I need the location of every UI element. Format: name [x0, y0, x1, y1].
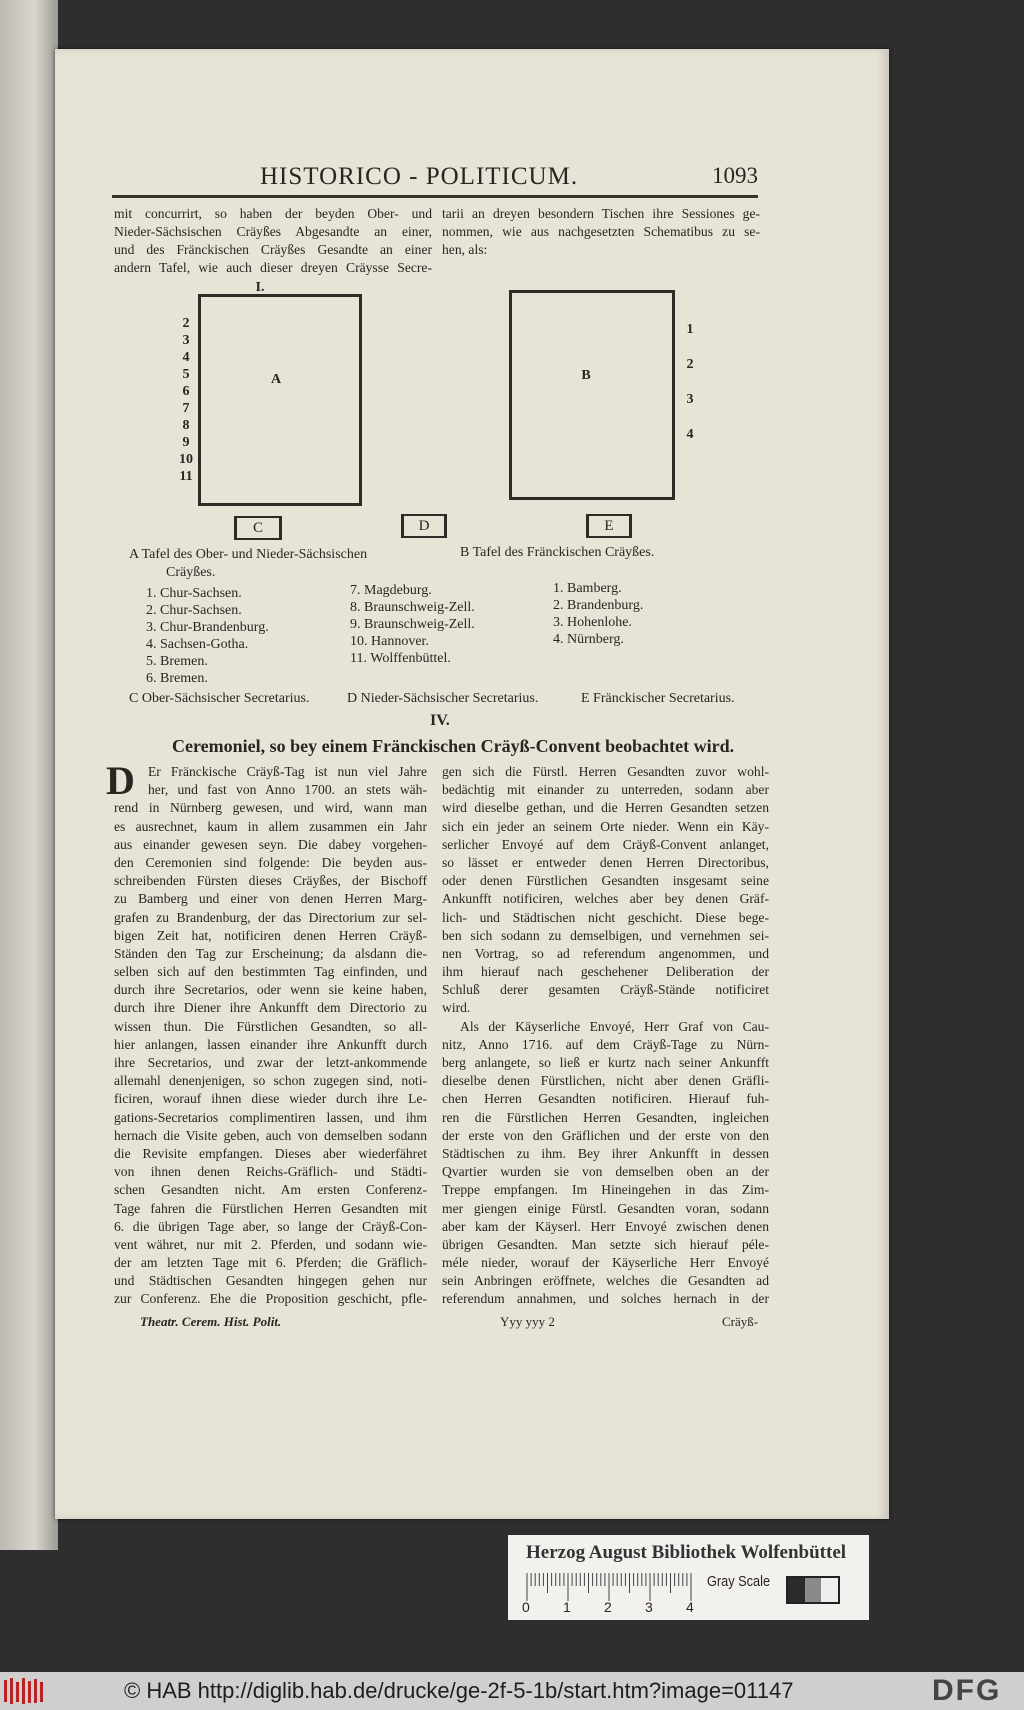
text-line: Er Fränckische Cräyß-Tag ist nun viel Jahre: [148, 764, 427, 779]
seat-number: 1: [686, 322, 694, 337]
table-b-label: B: [581, 368, 591, 383]
text-line: grafen zu Brandenburg, der das Directorium zur sel-: [114, 909, 427, 925]
text-line: übrigen Gesandten. Man setzte sich hierauf péle-: [442, 1236, 769, 1252]
legend-a-title-cont: Cräyßes.: [166, 565, 216, 580]
text-line: und des Fränckischen Cräyßes Gesandte an einer: [114, 242, 432, 257]
text-line: serlicher Envoyé auf dem Cräyß-Convent anlanget,: [442, 836, 769, 852]
footer-signature: Yyy yyy 2: [500, 1314, 555, 1329]
text-line: Als der Käyserliche Envoyé, Herr Graf von Cau-: [460, 1018, 769, 1034]
text-line: bigen Zeit hat, notificiren denen Herren Cräyß-: [114, 927, 427, 943]
legend-item: 3. Hohenlohe.: [553, 615, 632, 630]
ruler-number: 2: [604, 1599, 612, 1615]
table-a-label: A: [270, 372, 282, 387]
text-line: Qvartier wurden sie von demselben oben an der: [442, 1164, 769, 1180]
source-link[interactable]: © HAB http://diglib.hab.de/drucke/ge-2f-5-1b/start.htm?image=01147: [124, 1678, 794, 1703]
seat-number: 2: [182, 316, 190, 331]
ruler-numbers: [522, 1599, 702, 1615]
text-line: zu Bamberg und einer von denen Herren Marg-: [114, 891, 427, 907]
seat-number: 8: [182, 418, 190, 433]
text-line: rend in Nürnberg gewesen, und wird, wann man: [114, 800, 427, 816]
text-line: gations-Secretarios complimentiren lassen, und ihm: [114, 1109, 427, 1125]
text-line: referendum annahmen, und solches hernach in der: [442, 1291, 769, 1307]
text-line: wissen thun. Die Fürstlichen Gesandten, so all-: [114, 1018, 427, 1034]
text-line: allemahl denenjenigen, so schon zugegen sind, noti-: [114, 1073, 427, 1089]
intro-left-column: [114, 205, 432, 277]
legend-item: 1. Chur-Sachsen.: [146, 586, 242, 601]
legend-a-title: A Tafel des Ober- und Nieder-Sächsischen: [129, 547, 368, 562]
text-line: aus einander gewesen seyn. Die dabey vorgehen-: [114, 836, 427, 852]
dfg-logo: DFG: [932, 1674, 1002, 1707]
text-line: ihm hierauf nach geschehener Deliberation der: [442, 964, 769, 980]
text-line: ben sich sodann zu demselbigen, und vernehmen sei-: [442, 927, 769, 943]
text-line: berg anlangete, so ließ er kurtz nach seiner Ankunfft: [442, 1055, 769, 1070]
legend-e: E Fränckischer Secretarius.: [581, 691, 735, 706]
text-line: ihre Secretarios, und zwar der letzt-ankommende: [114, 1055, 427, 1070]
text-line: wird.: [442, 1000, 471, 1016]
text-line: méle nieder, worauf der Käyserliche Herr Envoyé: [442, 1255, 769, 1271]
text-line: mit concurrirt, so haben der beyden Ober- und: [114, 206, 432, 221]
section-title: Ceremoniel, so bey einem Fränckischen Cräyß-Convent beobachtet wird.: [172, 736, 735, 756]
legend-a-list-2: [350, 582, 475, 667]
text-line: her, und fast von Anno 1700. an stets wäh-: [148, 782, 427, 798]
table-a: [198, 294, 362, 506]
legend-b-list: [553, 580, 643, 648]
text-line: Städtischen zu ihm. Bey ihrer Ankunfft in dessen: [442, 1145, 769, 1161]
table-b: [509, 290, 675, 500]
footer-catchword: Cräyß-: [722, 1314, 759, 1329]
text-line: dieselbe denen Fürstlichen, nicht aber denen Gräfli-: [442, 1073, 769, 1089]
legend-item: 3. Chur-Brandenburg.: [146, 620, 269, 635]
hab-logo-icon: [2, 1676, 46, 1706]
legend-item: 4. Sachsen-Gotha.: [146, 637, 249, 652]
text-line: durch ihre Diener ihre Ankunfft dem Directorio zu: [114, 1000, 427, 1016]
ruler-number: 4: [686, 1599, 694, 1615]
seat-number: 3: [182, 333, 190, 348]
text-line: schreibenden Fürsten dieses Cräyßes, der Bischoff: [114, 873, 427, 889]
seat-number: 5: [182, 367, 190, 382]
legend-item: 11. Wolffenbüttel.: [350, 651, 451, 666]
text-line: hen, als:: [442, 242, 488, 257]
legend-a-list-1: [146, 585, 269, 687]
text-line: der erste von den Gräflichen und der erste von den: [442, 1127, 769, 1143]
text-line: nommen, wie aus nachgesetzten Schematibus zu se-: [442, 224, 760, 239]
legend-item: 9. Braunschweig-Zell.: [350, 617, 475, 632]
text-line: tarii an dreyen besondern Tischen ihre Sessiones ge-: [442, 206, 760, 221]
library-color-label: [508, 1535, 869, 1620]
text-line: Ankunfft notificiren, welches aber bey denen Gräf-: [442, 891, 769, 907]
text-line: selben sich auf den bestimmten Tag einfinden, und: [114, 964, 427, 980]
text-line: aber kam der Käyserl. Herr Envoyé zwischen denen: [442, 1218, 769, 1234]
text-line: hier anlangen, lassen einander ihre Ankunfft durch: [114, 1036, 427, 1052]
running-title: HISTORICO - POLITICUM.: [260, 163, 579, 190]
seat-number: 4: [686, 427, 694, 442]
gray-scale-label: Gray Scale: [707, 1573, 771, 1590]
body-right-column: [442, 763, 769, 1309]
text-line: gen sich die Fürstl. Herren Gesandten zuvor wohl-: [442, 764, 769, 779]
legend-item: 1. Bamberg.: [553, 581, 622, 596]
text-line: die Revisite empfangen. Dieses aber wiederfähret: [114, 1145, 427, 1161]
secretary-e-desk: E: [586, 514, 632, 538]
text-line: hernach die Visite geben, auch von demselben sodann: [114, 1127, 427, 1143]
text-line: den Ceremonien sind folgende: Die beyden aus-: [114, 854, 427, 870]
text-line: Treppe empfangen. Im Hineingehen in das Zim-: [442, 1182, 769, 1198]
text-line: nitz, Anno 1716. auf dem Cräyß-Tage zu Nürn-: [442, 1036, 769, 1052]
page-number: 1093: [712, 163, 758, 188]
seat-number: 4: [182, 350, 190, 365]
legend-c: C Ober-Sächsischer Secretarius.: [129, 691, 310, 706]
drop-cap: D: [106, 758, 135, 803]
seat-number: 2: [686, 357, 694, 372]
previous-page-edge: [0, 0, 58, 1550]
text-line: bedächtig mit einander zu unterreden, sodann aber: [442, 782, 769, 798]
footer-source: Theatr. Cerem. Hist. Polit.: [140, 1314, 282, 1329]
institution-name: Herzog August Bibliothek Wolfenbüttel: [526, 1542, 847, 1563]
text-line: lich- und Städtischen nicht geschicht. Diese bege-: [442, 909, 769, 925]
text-line: sich ein jeder an seinem Orte nieder. Wenn ein Käy-: [442, 818, 769, 834]
text-line: Schluß derer gesamten Cräyß-Stände notificiret: [442, 982, 769, 998]
secretary-d-desk: D: [401, 514, 447, 538]
seat-label-a-top: I.: [255, 280, 265, 295]
text-line: und Städtischen Gesandten hingegen gehen nur: [114, 1273, 427, 1289]
text-line: mer giengen einige Fürstl. Gesandten voran, sodann: [442, 1200, 769, 1216]
text-line: zur Conferenz. Ehe die Proposition geschicht, pfle-: [114, 1291, 427, 1307]
text-line: schen Gesandten nicht. Am ersten Conferenz-: [114, 1182, 427, 1198]
seat-number: 9: [182, 435, 190, 450]
legend-item: 8. Braunschweig-Zell.: [350, 600, 475, 615]
legend-d: D Nieder-Sächsischer Secretarius.: [347, 691, 539, 706]
seat-number: 6: [182, 384, 190, 399]
seat-number: 11: [179, 469, 193, 484]
legend-item: 4. Nürnberg.: [553, 632, 624, 647]
secretary-c-desk: C: [234, 516, 282, 540]
viewer-footer-bar: [0, 1672, 1024, 1710]
text-line: chen Herren Gesandten notificiren. Hierauf fuh-: [442, 1091, 769, 1107]
legend-item: 10. Hannover.: [350, 634, 429, 649]
gray-scale-swatch: [786, 1576, 840, 1604]
text-line: nen Vortrag, so ad referendum angenommen, und: [442, 945, 769, 961]
text-line: wird dieselbe gethan, und die Herren Gesandten setzen: [442, 800, 769, 816]
legend-item: 5. Bremen.: [146, 654, 208, 669]
text-line: Nieder-Sächsischen Cräyßes Abgesandte an einer,: [114, 224, 432, 239]
ruler-number: 3: [645, 1599, 653, 1615]
text-line: oder denen Fürstlichen Gesandten insgesamt seine: [442, 873, 769, 889]
text-line: 6. die übrigen Tage aber, so lange der Cräyß-Con-: [114, 1218, 427, 1234]
text-line: ren die Fürstlichen Herren Gesandten, ingleichen: [442, 1109, 769, 1125]
legend-item: 7. Magdeburg.: [350, 583, 432, 598]
text-line: sein Anbringen eröffnete, welches die Gesandten ad: [442, 1273, 769, 1289]
text-line: vent währet, nur mit 2. Pferden, und sodann wie-: [114, 1236, 427, 1252]
text-line: der am letzten Tage mit 6. Pferden; die Gräflich-: [114, 1255, 427, 1271]
seat-number: 10: [179, 452, 193, 467]
seat-number: 3: [686, 392, 694, 407]
text-line: ficiren, worauf ihnen diese wieder durch ihre Le-: [114, 1091, 427, 1107]
legend-item: 6. Bremen.: [146, 671, 208, 686]
body-left-column: [114, 763, 427, 1309]
seat-number: 7: [182, 401, 190, 416]
section-number: IV.: [430, 712, 450, 729]
legend-item: 2. Brandenburg.: [553, 598, 644, 613]
text-line: andern Tafel, wie auch dieser dreyen Cräysse Secre-: [114, 260, 432, 275]
header-rule: [112, 195, 758, 198]
intro-right-column: [442, 205, 760, 259]
legend-b-title: B Tafel des Fränckischen Cräyßes.: [460, 545, 655, 560]
text-line: durch ihre Secretarios, oder wenn sie keine haben,: [114, 982, 427, 998]
text-line: Ständen den Tag zur Erscheinung; da alsdann die-: [114, 945, 427, 961]
legend-item: 2. Chur-Sachsen.: [146, 603, 242, 618]
ruler-number: 0: [522, 1599, 530, 1615]
text-line: so lässet er entweder denen Herren Directoribus,: [442, 854, 769, 870]
ruler-number: 1: [563, 1599, 571, 1615]
text-line: von ihnen denen Reichs-Gräflich- und Städti-: [114, 1164, 427, 1180]
ruler-icon: [526, 1571, 696, 1601]
text-line: Tage fahren die Fürstlichen Herren Gesandten mit: [114, 1200, 427, 1216]
text-line: es ausrechnet, kaum in allem zusammen ein Jahr: [114, 818, 427, 834]
